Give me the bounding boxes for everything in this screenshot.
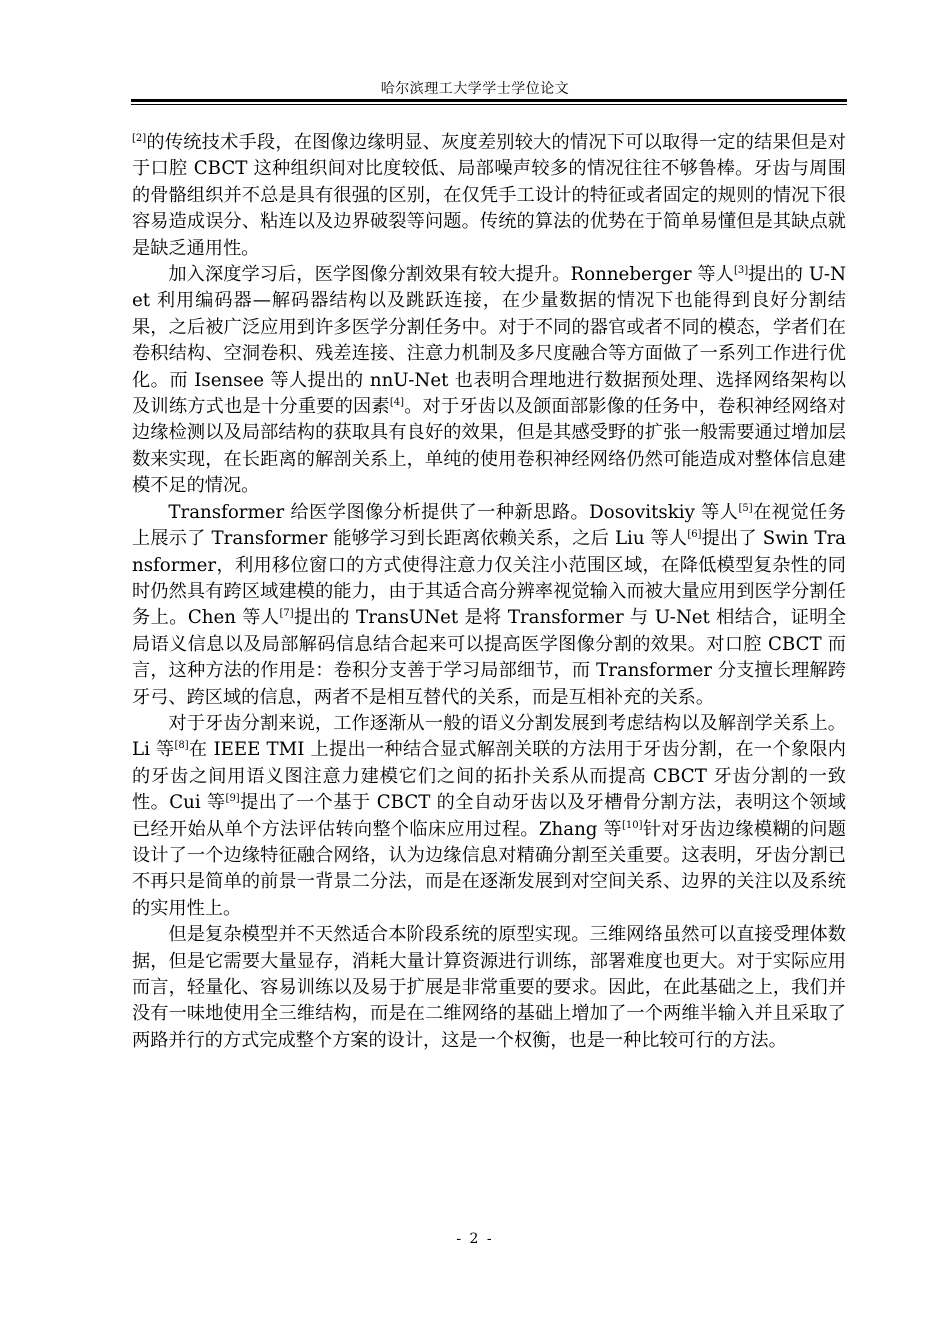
paragraph-text: 提出了 Swin Transformer，利用移位窗口的方式使得注意力仅关注小范围区域，在降低模型复杂性的同时仍然具有跨区域建模的能力，由于其适合高分辨率视觉输入而被大量应用到医学分割任务上。Chen 等人 <box>132 528 846 629</box>
citation-marker: [7] <box>279 608 294 620</box>
paragraph-text: 提出的 TransUNet 是将 Transformer 与 U-Net 相结合，证明全局语义信息以及局部解码信息结合起来可以提高医学图像分割的效果。对口腔 CBCT 而言，这种方法的作用是：卷积分支善于学习局部细节，而 Transformer 分支擅长理解跨牙弓、跨区域的信息，两者不是相互替代的关系，而是互相补充的关系。 <box>132 607 847 708</box>
paragraph-text: 提出的 U-Net 利用编码器—解码器结构以及跳跃连接，在少量数据的情况下也能得到良好分割结果，之后被广泛应用到许多医学分割任务中。对于不同的器官或者不同的模态，学者们在卷积结构、空洞卷积、残差连接、注意力机制及多尺度融合等方面做了一系列工作进行优化。而 Isensee 等人提出的 nnU-Net 也表明合理地进行数据预处理、选择网络架构以及训练方式也是十分重要的因素 <box>132 264 846 418</box>
page-number: - 2 - <box>456 1231 494 1247</box>
paragraph <box>132 922 846 1054</box>
citation-marker: [9] <box>225 793 240 805</box>
body-text <box>132 130 846 1054</box>
paragraph-text: 对于牙齿分割来说，工作逐渐从一般的语义分割发展到考虑结构以及解剖学关系上。Li 等 <box>132 712 846 761</box>
paragraph-text: 的传统技术手段，在图像边缘明显、灰度差别较大的情况下可以取得一定的结果但是对于口腔 CBCT 这种组织间对比度较低、局部噪声较多的情况往往不够鲁棒。牙齿与周围的骨骼组织并不总是具有很强的区别，在仅凭手工设计的特征或者固定的规则的情况下很容易造成误分、粘连以及边界破裂等问题。传统的算法的优势在于简单易懂但是其缺点就是缺乏通用性。 <box>132 132 846 259</box>
running-header: 哈尔滨理工大学学士学位论文 <box>380 81 570 97</box>
header-rule-thin <box>131 104 847 105</box>
citation-marker: [10] <box>622 819 643 831</box>
paragraph-text: 在 IEEE TMI 上提出一种结合显式解剖关联的方法用于牙齿分割，在一个象限内的牙齿之间用语义图注意力建模它们之间的拓扑关系从而提高 CBCT 牙齿分割的一致性。Cui 等 <box>132 739 846 814</box>
paragraph <box>132 500 846 711</box>
paragraph-text: 加入深度学习后，医学图像分割效果有较大提升。Ronneberger 等人 <box>168 264 734 286</box>
citation-marker: [2] <box>132 132 147 144</box>
header-rule-thick <box>131 99 847 102</box>
paragraph <box>132 711 846 922</box>
citation-marker: [8] <box>174 740 189 752</box>
citation-marker: [6] <box>687 529 702 541</box>
citation-marker: [4] <box>389 397 404 408</box>
paragraph-text: 在视觉任务上展示了 Transformer 能够学习到长距离依赖关系，之后 Liu 等人 <box>132 501 846 550</box>
paragraph-text: 提出了一个基于 CBCT 的全自动牙齿以及牙槽骨分割方法，表明这个领域已经开始从单个方法评估转向整个临床应用过程。Zhang 等 <box>132 792 846 840</box>
paragraph-text: Transformer 给医学图像分析提供了一种新思路。Dosovitskiy 等人 <box>168 501 739 523</box>
paragraph-text: 。对于牙齿以及颌面部影像的任务中，卷积神经网络对边缘检测以及局部结构的获取具有良好的效果，但是其感受野的扩张一般需要通过增加层数来实现，在长距离的解剖关系上，单纯的使用卷积神经网络仍然可能造成对整体信息建模不足的情况。 <box>132 396 846 497</box>
citation-marker: [5] <box>738 502 753 514</box>
paragraph <box>132 262 846 500</box>
paragraph-text: 但是复杂模型并不天然适合本阶段系统的原型实现。三维网络虽然可以直接受理体数据，但是它需要大量显存，消耗大量计算资源进行训练，部署难度也更大。对于实际应用而言，轻量化、容易训练以及易于扩展是非常重要的要求。因此，在此基础之上，我们并没有一味地使用全三维结构，而是在二维网络的基础上增加了一个两维半输入并且采取了两路并行的方式完成整个方案的设计，这是一个权衡，也是一种比较可行的方法。 <box>132 924 846 1051</box>
paragraph <box>132 130 846 262</box>
citation-marker: [3] <box>733 264 749 276</box>
paragraph-text: 针对牙齿边缘模糊的问题设计了一个边缘特征融合网络，认为边缘信息对精确分割至关重要。这表明，牙齿分割已不再只是简单的前景一背景二分法，而是在逐渐发展到对空间关系、边界的关注以及系统的实用性上。 <box>132 818 846 919</box>
